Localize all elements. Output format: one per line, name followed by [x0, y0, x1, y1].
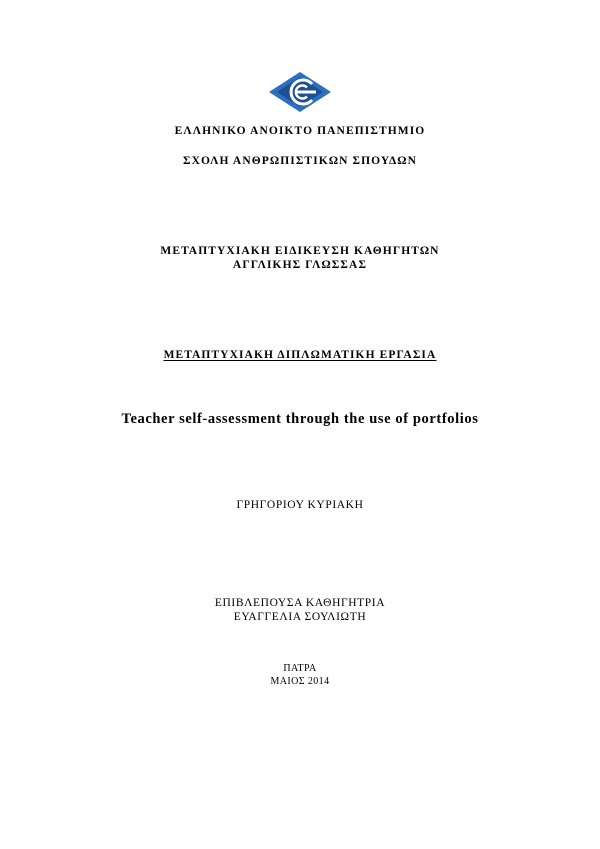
program-line-2: ΑΓΓΛΙΚΗΣ ΓΛΩΣΣΑΣ	[232, 259, 368, 271]
supervisor-name: ΕΥΑΓΓΕΛΙΑ ΣΟΥΛΙΩΤΗ	[233, 611, 367, 623]
institution-name: ΕΛΛΗΝΙΚΟ ΑΝΟΙΚΤΟ ΠΑΝΕΠΙΣΤΗΜΙΟ	[174, 125, 426, 137]
thesis-type: ΜΕΤΑΠΤΥΧΙΑΚΗ ΔΙΠΛΩΜΑΤΙΚΗ ΕΡΓΑΣΙΑ	[163, 349, 437, 361]
university-logo-icon	[268, 71, 332, 113]
city: ΠΑΤΡΑ	[283, 663, 317, 674]
thesis-title: Teacher self-assessment through the use of portfolios	[121, 411, 479, 427]
date: ΜΑΙΟΣ 2014	[270, 676, 330, 687]
supervisor-role: ΕΠΙΒΛΕΠΟΥΣΑ ΚΑΘΗΓΗΤΡΙΑ	[214, 597, 386, 609]
author-name: ΓΡΗΓΟΡΙΟΥ ΚΥΡΙΑΚΗ	[236, 499, 364, 511]
program-line-1: ΜΕΤΑΠΤΥΧΙΑΚΗ ΕΙΔΙΚΕΥΣΗ ΚΑΘΗΓΗΤΩΝ	[160, 245, 440, 257]
school-name: ΣΧΟΛΗ ΑΝΘΡΩΠΙΣΤΙΚΩΝ ΣΠΟΥΔΩΝ	[182, 155, 418, 167]
